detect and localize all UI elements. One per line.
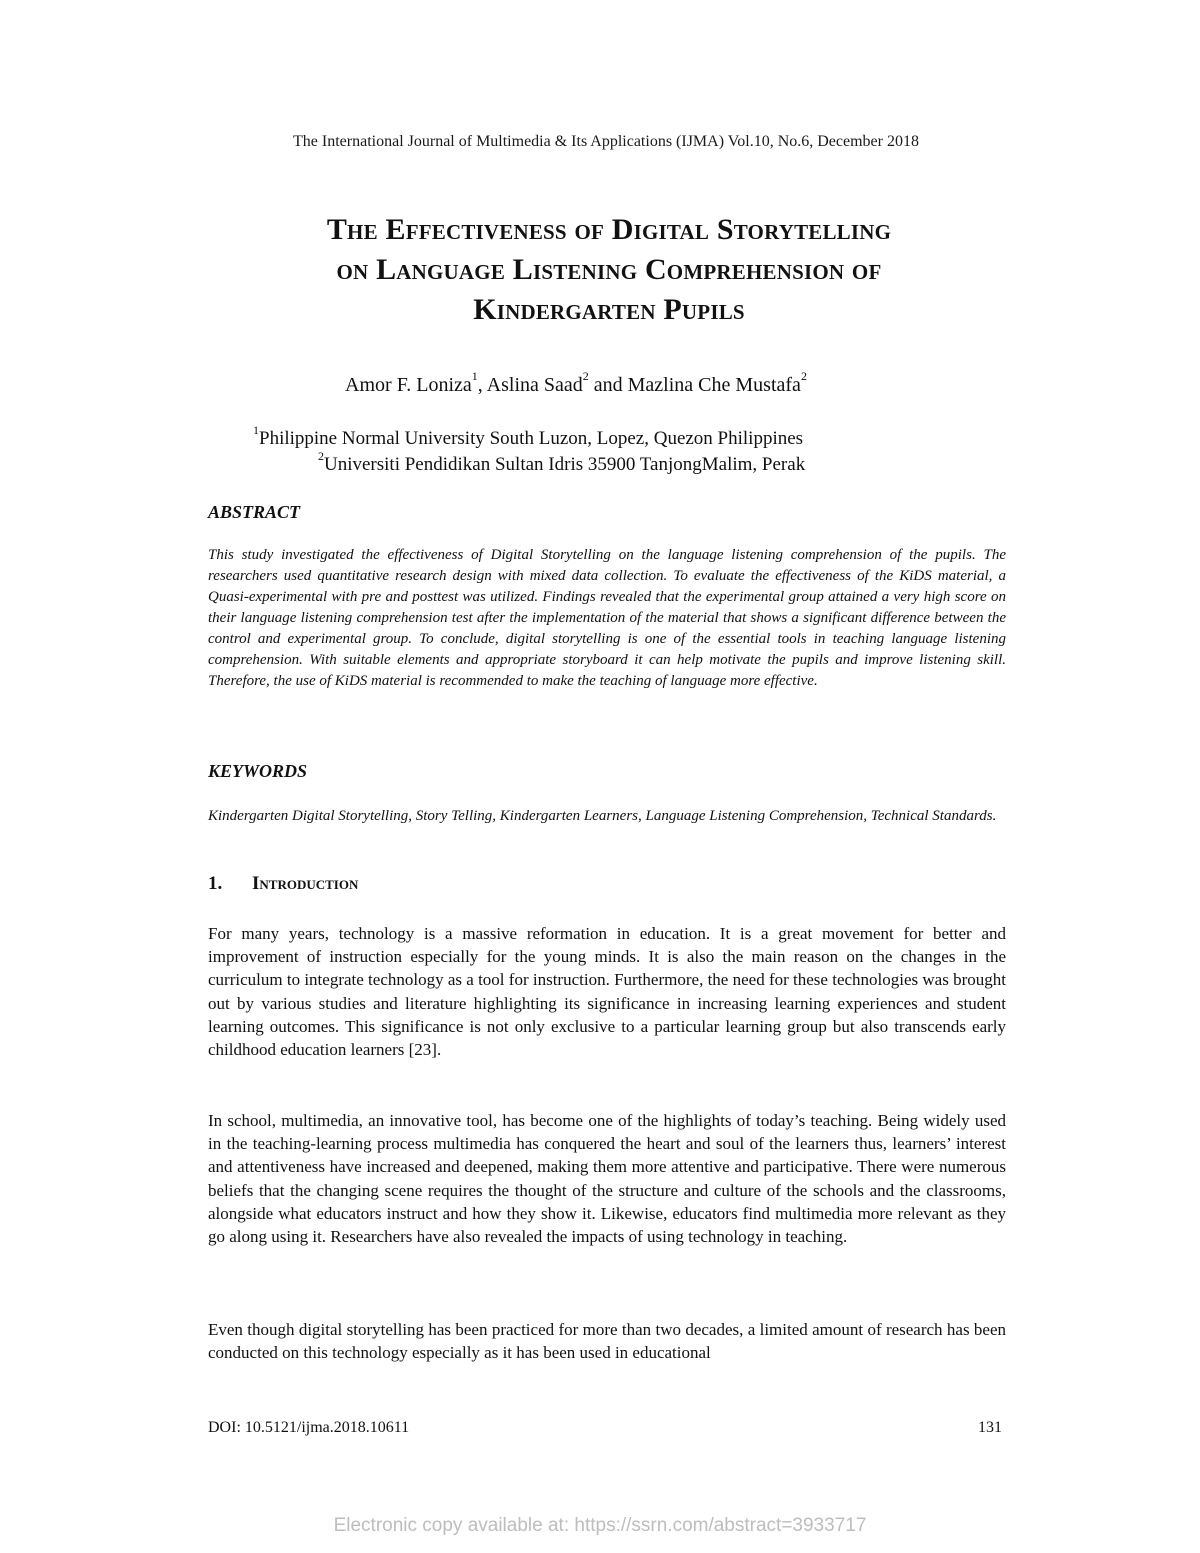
author-affiliation-marker: 1: [471, 369, 478, 383]
author-affiliation-marker: 2: [800, 369, 807, 383]
section-number: 1.: [208, 873, 223, 894]
keywords-heading: KEYWORDS: [208, 761, 308, 781]
title-line-1: The Effectiveness of Digital Storytelling: [326, 213, 892, 246]
keywords-text: Kindergarten Digital Storytelling, Story Telling, Kindergarten Learners, Language Listening Comprehension, Technical Standards.: [208, 808, 997, 824]
ssrn-electronic-copy-notice[interactable]: Electronic copy available at: https://ssrn.com/abstract=3933717: [333, 1515, 867, 1536]
affiliation-marker: 2: [318, 449, 324, 463]
author-name: and Mazlina Che Mustafa: [593, 374, 801, 396]
affiliation-2: [318, 449, 806, 476]
author-name: Amor F. Loniza: [345, 374, 472, 396]
section-heading-introduction: [208, 873, 358, 895]
author-affiliation-marker: 2: [582, 369, 589, 383]
body-paragraph: For many years, technology is a massive reformation in education. It is a great movement for better and improvement of instruction especially for the young minds. It is also the main reason on the changes in the curriculum to integrate technology as a tool for instruction. Furthermore, the need for these technologies was brought out by various studies and literature highlighting its significance in increasing learning experiences and student learning outcomes. This significance is not only exclusive to a particular learning group but also transcends early childhood education learners [23].: [208, 924, 1006, 1060]
abstract-heading: ABSTRACT: [208, 502, 301, 522]
affiliation-1: [253, 423, 804, 450]
affiliation-text: Universiti Pendidikan Sultan Idris 35900 TanjongMalim, Perak: [324, 454, 806, 475]
body-paragraph: Even though digital storytelling has been practiced for more than two decades, a limited amount of research has been conducted on this technology especially as it has been used in educational: [208, 1320, 1006, 1363]
abstract-text: This study investigated the effectiveness of Digital Storytelling on the language listening comprehension of the pupils. The researchers used quantitative research design with mixed data collection. To evaluate the effectiveness of the KiDS material, a Quasi-experimental with pre and posttest was utilized. Findings revealed that the experimental group attained a very high score on their language listening comprehension test after the implementation of the material that shows a significant difference between the control and experimental group. To conclude, digital storytelling is one of the essential tools in teaching language listening comprehension. With suitable elements and appropriate storyboard it can help motivate the pupils and improve listening skill. Therefore, the use of KiDS material is recommended to make the teaching of language more effective.: [208, 547, 1006, 689]
author-list: [0, 369, 1152, 397]
body-paragraph: In school, multimedia, an innovative tool, has become one of the highlights of today’s teaching. Being widely used in the teaching-learning process multimedia has conquered the heart and soul of the learners thus, learners’ interest and attentiveness have increased and deepened, making them more attentive and participative. There were numerous beliefs that the changing scene requires the thought of the structure and culture of the schools and the classrooms, alongside what educators instruct and how they show it. Likewise, educators find multimedia more relevant as they go along using it. Researchers have also revealed the impacts of using technology in teaching.: [208, 1111, 1006, 1247]
section-title: Introduction: [252, 873, 359, 894]
affiliation-text: Philippine Normal University South Luzon, Lopez, Quezon Philippines: [259, 428, 804, 449]
title-line-2: on Language Listening Comprehension of: [336, 253, 882, 286]
running-header: The International Journal of Multimedia & Its Applications (IJMA) Vol.10, No.6, December 2018: [293, 133, 919, 150]
page-number: 131: [978, 1419, 1002, 1436]
title-line-3: Kindergarten Pupils: [473, 293, 745, 326]
author-name: , Aslina Saad: [477, 374, 583, 396]
doi-link[interactable]: DOI: 10.5121/ijma.2018.10611: [208, 1419, 410, 1436]
paper-title: [150, 210, 1068, 330]
affiliation-marker: 1: [253, 423, 259, 437]
